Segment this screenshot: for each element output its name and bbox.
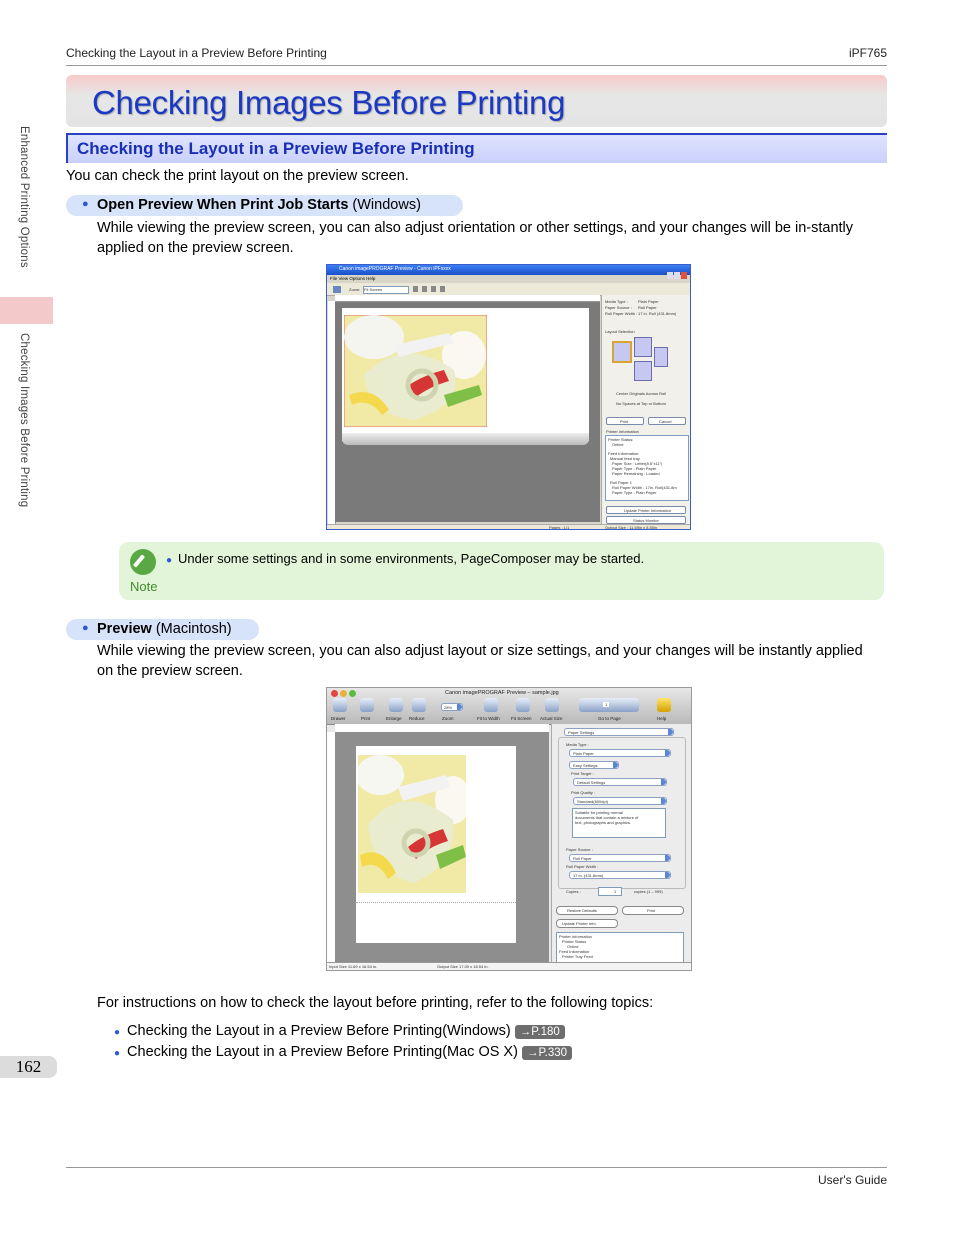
note-text-row <box>166 551 644 566</box>
mac-copies-range: copies (1 – 999) <box>634 889 663 894</box>
actual-size-icon <box>545 698 559 712</box>
item-mac-rest: (Macintosh) <box>151 621 232 637</box>
mac-roll-width-select <box>569 871 671 879</box>
mac-print-quality-select <box>573 797 667 805</box>
win-info-line: Paper Size : Letter(8.5"x11") <box>612 461 663 466</box>
footer-text: User's Guide <box>818 1173 887 1187</box>
layout-option-icon <box>612 341 632 363</box>
mac-easy-settings-tab <box>569 761 619 769</box>
mac-info-line: Printer Tray Feed <box>562 954 593 959</box>
help-icon <box>657 698 671 712</box>
mac-info-line: Printer Information <box>559 934 592 939</box>
win-menubar: File View Options Help <box>330 276 376 281</box>
win-statusbar <box>327 524 690 530</box>
win-pages: Pages : 1/1 <box>549 525 570 530</box>
running-header-right: iPF765 <box>848 46 887 60</box>
mac-preview-screenshot <box>326 687 692 971</box>
layout-option-icon <box>634 337 652 357</box>
item-windows-text: While viewing the preview screen, you can also adjust orientation or other settings, and your changes will be in-stantly applied on the preview screen. <box>97 220 854 256</box>
win-media-type: Plain Paper <box>638 299 659 304</box>
header-divider <box>66 65 887 66</box>
win-layout-selection: Layout Selection <box>605 329 635 334</box>
reference-item[interactable] <box>114 1022 572 1043</box>
printer-icon <box>333 286 341 293</box>
mac-media-type-label: Media Type : <box>566 742 589 747</box>
sidebar-chapter: Enhanced Printing Options <box>18 126 30 268</box>
mac-panel-select-value: Paper Settings <box>568 730 595 735</box>
mac-update-button <box>556 919 618 928</box>
win-print-button <box>606 417 644 425</box>
toolbar-label: Drawer <box>331 716 346 721</box>
mac-sample-photo <box>358 755 466 893</box>
section-title: Checking the Layout in a Preview Before Printing <box>77 139 475 158</box>
mac-restore-label: Restore Defaults <box>567 908 597 913</box>
drawer-icon <box>333 698 347 712</box>
win-info-line: Feed Information: <box>608 451 640 456</box>
win-media-type-label: Media Type : <box>605 299 628 304</box>
win-window-buttons <box>666 266 688 274</box>
page-title: Checking Images Before Printing <box>92 84 566 121</box>
toolbar-label: Zoom <box>442 716 454 721</box>
mac-description-box <box>572 808 666 838</box>
win-zoom-value: Fit Screen <box>364 287 383 292</box>
win-paper-source-label: Paper Source : <box>605 305 632 310</box>
win-update-label: Update Printer Information <box>624 508 671 513</box>
mac-media-type: Plain Paper <box>573 751 594 756</box>
win-cancel-button <box>648 417 686 425</box>
toolbar-label: Fit to Width <box>477 716 500 721</box>
win-center-option: Center Originals Across Roll <box>616 391 667 396</box>
layout-option-icon <box>654 347 668 367</box>
toolbar-label: Print <box>361 716 371 721</box>
print-icon <box>360 698 374 712</box>
mac-update-label: Update Printer Info. <box>562 921 597 926</box>
item-mac-text: While viewing the preview screen, you can also adjust layout or size settings, and your changes will be instantly applied on the preview screen. <box>97 643 863 679</box>
mac-minimize-icon <box>340 690 347 697</box>
mac-roll-area <box>356 902 516 943</box>
item-windows-heading <box>66 195 463 216</box>
mac-copies-field <box>598 887 622 896</box>
mac-restore-button <box>556 906 618 915</box>
mac-output-size: Output Size 17.00 x 16.54 in. <box>437 964 489 969</box>
win-info-line: Paper Type : Plain Paper <box>612 466 657 471</box>
mac-zoom-value: 28% <box>444 705 453 710</box>
mac-print-target-select <box>573 778 667 786</box>
item-mac-heading <box>66 619 259 640</box>
toolbar-label: Enlarge <box>386 716 402 721</box>
win-ruler-horizontal <box>335 295 600 302</box>
win-info-line: Roll Paper 1 <box>610 480 633 485</box>
page-ref-badge[interactable]: →P.330 <box>522 1046 572 1060</box>
layout-option-icon <box>634 361 652 381</box>
win-roll-edge <box>342 433 589 445</box>
mac-copies-label: Copies : <box>566 889 581 894</box>
page-ref-badge[interactable]: →P.180 <box>515 1025 565 1039</box>
win-roll-width: 17 in. Roll (431.8mm) <box>638 311 677 316</box>
mac-print-quality-label: Print Quality : <box>571 790 596 795</box>
mac-close-icon <box>331 690 338 697</box>
item-mac-bold: Preview <box>97 621 152 637</box>
mac-paper-source: Roll Paper <box>573 856 592 861</box>
reference-item[interactable] <box>114 1043 572 1064</box>
note-label: Note <box>130 579 158 594</box>
sidebar-tab-marker <box>0 297 53 324</box>
bullet-icon: ● <box>114 1027 121 1038</box>
mac-statusbar <box>327 962 691 971</box>
item-windows-bold: Open Preview When Print Job Starts <box>97 197 349 213</box>
mac-zoom-field <box>441 703 463 711</box>
item-windows-rest: (Windows) <box>348 197 421 213</box>
mac-settings-panel <box>551 724 692 964</box>
mac-print-label: Print <box>647 908 656 913</box>
reference-text[interactable]: Checking the Layout in a Preview Before Printing(Windows) <box>127 1023 511 1039</box>
mac-easy-settings: Easy Settings <box>573 763 598 768</box>
reduce-icon <box>412 698 426 712</box>
mac-paper-source-label: Paper Source : <box>566 847 593 852</box>
win-info-line: Online <box>612 442 624 447</box>
win-zoom-label: Zoom: <box>349 287 361 292</box>
win-update-button <box>606 506 686 514</box>
win-title: Canon imagePROGRAF Preview - Canon iPFxxxx <box>339 266 451 272</box>
win-printer-info-box <box>605 435 689 501</box>
enlarge-icon <box>389 698 403 712</box>
mac-print-button <box>622 906 684 915</box>
win-output-size: Output Size : 11.69in x 8.50in <box>605 525 658 530</box>
win-paper-source: Roll Paper <box>638 305 657 310</box>
mac-media-type-select <box>569 749 671 757</box>
mac-info-line: Feed Information <box>559 949 590 954</box>
toolbar-label: Go to Page <box>598 716 621 721</box>
reference-list <box>114 1022 572 1063</box>
mac-roll-width: 17 in. (431.8mm) <box>573 873 604 878</box>
toolbar-label: Help <box>657 716 667 721</box>
mac-print-quality: Standard(600dpi) <box>577 799 608 804</box>
win-no-spaces-option: No Spaces at Top or Bottom <box>616 401 666 406</box>
note-text: Under some settings and in some environments, PageComposer may be started. <box>178 551 645 566</box>
mac-paper-source-select <box>569 854 671 862</box>
footer-divider <box>66 1167 887 1168</box>
mac-info-line: Printer Status <box>562 939 587 944</box>
bullet-icon: ● <box>166 555 173 566</box>
mac-panel-select <box>564 728 674 736</box>
bullet-icon: ● <box>82 622 89 634</box>
win-settings-panel <box>601 295 691 527</box>
win-cancel-label: Cancel <box>659 419 672 424</box>
mac-info-line: Online <box>567 944 579 949</box>
win-status-monitor-button <box>606 516 686 524</box>
win-info-line: Paper Remaining : Loaded <box>612 471 660 476</box>
refs-intro: For instructions on how to check the layout before printing, refer to the following topics: <box>97 995 654 1011</box>
intro-text: You can check the print layout on the preview screen. <box>66 168 409 184</box>
sidebar-section: Checking Images Before Printing <box>18 333 30 508</box>
mac-description: Suitable for printing normal documents that contain a mixture of text, photographs and graphics. <box>575 810 639 825</box>
reference-text[interactable]: Checking the Layout in a Preview Before Printing(Mac OS X) <box>127 1043 518 1060</box>
win-info-line: Manual feed tray <box>610 456 640 461</box>
fit-screen-icon <box>516 698 530 712</box>
windows-preview-screenshot <box>326 264 691 530</box>
mac-title: Canon imagePROGRAF Preview – sample.jpg <box>445 690 559 696</box>
bullet-icon: ● <box>82 198 89 210</box>
fit-to-width-icon <box>484 698 498 712</box>
win-info-line: Roll Paper Width : 17in. Roll(431.8m <box>612 485 677 490</box>
toolbar-label: Reduce <box>409 716 425 721</box>
mac-print-target: Default Settings <box>577 780 606 785</box>
mac-input-size: Input Size 11.69 x 16.54 in. <box>329 964 378 969</box>
note-pencil-icon <box>130 549 156 575</box>
bullet-icon: ● <box>114 1047 121 1059</box>
page-number: 162 <box>0 1056 57 1078</box>
win-info-line: Printer Status: <box>608 437 634 442</box>
win-status-monitor-label: Status Monitor <box>633 518 659 523</box>
mac-toolbar <box>327 688 691 725</box>
toolbar-label: Fit Screen <box>511 716 532 721</box>
mac-zoom-icon <box>349 690 356 697</box>
mac-copies-value: 1 <box>614 889 617 894</box>
mac-roll-width-label: Roll Paper Width : <box>566 864 599 869</box>
win-roll-width-label: Roll Paper Width : <box>605 311 638 316</box>
win-info-line: Paper Type : Plain Paper <box>612 490 657 495</box>
win-sample-photo <box>344 315 487 427</box>
mac-print-target-label: Print Target : <box>571 771 594 776</box>
win-printer-info-label: Printer Information <box>606 429 639 434</box>
mac-page-value: 1 <box>605 702 608 707</box>
running-header-left: Checking the Layout in a Preview Before Printing <box>66 46 327 60</box>
toolbar-label: Actual Size <box>540 716 563 721</box>
mac-printer-info-box <box>556 932 684 964</box>
nav-arrows-icon <box>413 286 449 292</box>
win-print-label: Print <box>620 419 629 424</box>
